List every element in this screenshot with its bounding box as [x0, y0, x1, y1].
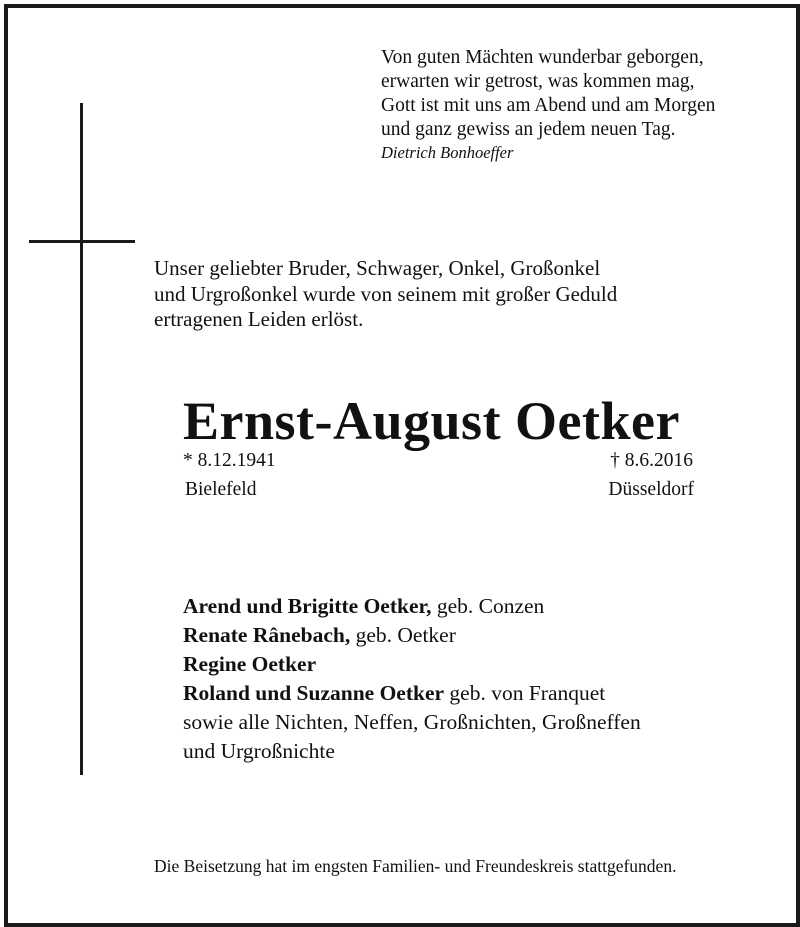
mourner-note: geb. von Franquet	[444, 681, 606, 705]
mourner-note: und Urgroßnichte	[183, 739, 335, 763]
deceased-name: Ernst-August Oetker	[183, 391, 680, 451]
intro-line: Unser geliebter Bruder, Schwager, Onkel, Großonkel	[154, 256, 601, 280]
bonhoeffer-quote	[381, 46, 715, 164]
mourner-line	[183, 737, 641, 766]
cross-icon-vertical	[80, 103, 83, 775]
mourner-name: Renate Rânebach,	[183, 623, 351, 647]
quote-line: erwarten wir getrost, was kommen mag,	[381, 71, 695, 92]
mourners-list	[183, 592, 641, 766]
quote-author: Dietrich Bonhoeffer	[381, 143, 514, 162]
intro-line: ertragenen Leiden erlöst.	[154, 307, 364, 331]
quote-line: und ganz gewiss an jedem neuen Tag.	[381, 119, 676, 140]
intro-text	[154, 256, 617, 333]
birth-date: * 8.12.1941	[183, 450, 276, 471]
mourner-line	[183, 679, 641, 708]
quote-line: Gott ist mit uns am Abend und am Morgen	[381, 95, 716, 116]
mourner-name: Arend und Brigitte Oetker,	[183, 594, 432, 618]
mourner-note: sowie alle Nichten, Neffen, Großnichten, Großneffen	[183, 710, 641, 734]
mourner-line	[183, 592, 641, 621]
mourner-note: geb. Oetker	[350, 623, 456, 647]
mourner-note: geb. Conzen	[431, 594, 545, 618]
mourner-name: Regine Oetker	[183, 652, 317, 676]
mourner-name: Roland und Suzanne Oetker	[183, 681, 445, 705]
birth-place: Bielefeld	[185, 479, 257, 500]
mourner-line	[183, 708, 641, 737]
quote-line: Von guten Mächten wunderbar geborgen,	[381, 47, 704, 68]
cross-icon-horizontal	[29, 240, 135, 243]
death-place: Düsseldorf	[608, 479, 694, 500]
intro-line: und Urgroßonkel wurde von seinem mit großer Geduld	[154, 281, 618, 306]
death-date: † 8.6.2016	[610, 450, 693, 471]
burial-note: Die Beisetzung hat im engsten Familien- und Freundeskreis stattgefunden.	[154, 856, 677, 876]
mourner-line	[183, 621, 641, 650]
mourner-line	[183, 650, 641, 679]
